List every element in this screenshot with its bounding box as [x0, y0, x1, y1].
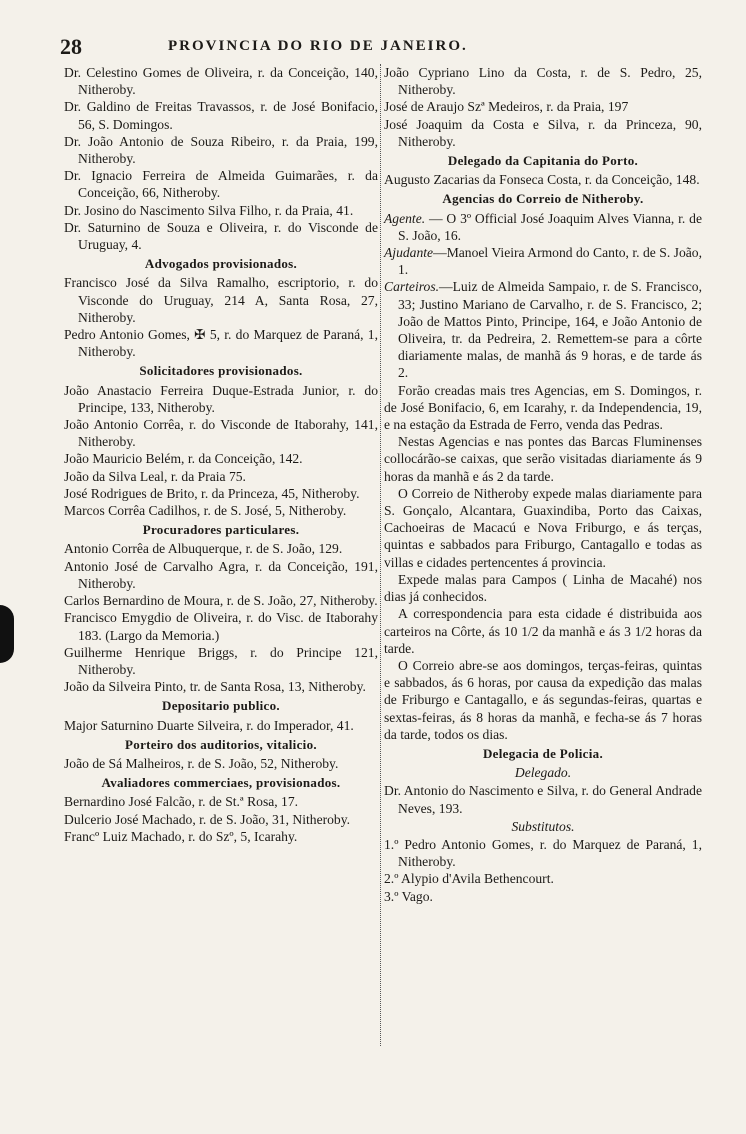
directory-entry: João da Silva Leal, r. da Praia 75. — [64, 468, 246, 484]
directory-entry: Dr. Josino do Nascimento Silva Filho, r. da Praia, 41. — [64, 202, 354, 218]
directory-entry: José de Araujo Szª Medeiros, r. da Praia, 197 — [384, 99, 629, 115]
directory-entry: Francisco Emygdio de Oliveira, r. do Visc. de Itaborahy 183. (Largo da Memoria.) — [64, 610, 378, 643]
agente-entry: Agente. — O 3º Official José Joaquim Alves Vianna, r. de S. João, 16. — [384, 210, 702, 243]
directory-entry: Francisco José da Silva Ramalho, escriptorio, r. do Visconde do Uruguay, 214 A, Santa Rosa, 27, Nitheroby. — [64, 275, 378, 325]
right-column — [384, 64, 702, 905]
section-heading: Agencias do Correio de Nitheroby. — [442, 191, 644, 207]
directory-entry: Antonio Corrêa de Albuquerque, r. de S. João, 129. — [64, 541, 343, 557]
carteiros-entry: Carteiros.—Luiz de Almeida Sampaio, r. de S. Francisco, 33; Justino Mariano de Carvalho, r. de S. Francisco, 2; João de Mattos Pinto, Principe, 164, e João Antonio de Oliveira, tr. da Pedreira, 2. Remettem-se para a côrte diariamente malas, de manhã ás 9 horas, e de tarde ás 2. — [384, 279, 702, 381]
directory-entry: Antonio José de Carvalho Agra, r. da Conceição, 191, Nitheroby. — [64, 558, 378, 591]
directory-entry: João Mauricio Belém, r. da Conceição, 142. — [64, 451, 303, 467]
directory-entry: João Antonio Corrêa, r. do Visconde de Itaborahy, 141, Nitheroby. — [64, 417, 378, 450]
directory-entry: Dulcerio José Machado, r. de S. João, 31, Nitheroby. — [64, 811, 351, 827]
directory-entry: 1.º Pedro Antonio Gomes, r. do Marquez de Paraná, 1, Nitheroby. — [384, 836, 702, 870]
directory-entry: João da Silveira Pinto, tr. de Santa Rosa, 13, Nitheroby. — [64, 679, 366, 695]
directory-entry: Major Saturnino Duarte Silveira, r. do Imperador, 41. — [64, 717, 354, 733]
directory-entry: João de Sá Malheiros, r. de S. João, 52, Nitheroby. — [64, 755, 339, 771]
directory-entry: João Anastacio Ferreira Duque-Estrada Junior, r. do Principe, 133, Nitheroby. — [64, 382, 378, 415]
left-column — [64, 64, 378, 845]
page-header — [60, 34, 710, 59]
section-heading: Porteiro dos auditorios, vitalicio. — [125, 736, 317, 752]
directory-entry: Dr. João Antonio de Souza Ribeiro, r. da Praia, 199, Nitheroby. — [64, 133, 378, 167]
directory-entry: Bernardino José Falcão, r. de St.ª Rosa, 17. — [64, 794, 299, 810]
paragraph: Expede malas para Campos ( Linha de Macahé) nos dias já conhecidos. — [384, 571, 702, 605]
paragraph: Nestas Agencias e nas pontes das Barcas Fluminenses collocárão-se caixas, que serão visitadas diariamente ás 9 horas da manhã e ás 2 da tarde. — [384, 434, 702, 484]
paragraph: A correspondencia para esta cidade é distribuida aos carteiros na Côrte, ás 10 1/2 da manhã e ás 3 1/2 horas da tarde. — [384, 606, 702, 656]
paragraph: Forão creadas mais tres Agencias, em S. Domingos, r. de José Bonifacio, 6, em Icarahy, r. da Independencia, 19, e na estação da Estrada de Ferro, venda das Pedras. — [384, 382, 702, 433]
directory-entry: 2.º Alypio d'Avila Bethencourt. — [384, 871, 554, 887]
section-heading: Solicitadores provisionados. — [139, 363, 303, 379]
directory-entry: João Cypriano Lino da Costa, r. de S. Pedro, 25, Nitheroby. — [384, 65, 702, 98]
subheading: Substitutos. — [511, 818, 575, 834]
page-number: 28 — [60, 34, 82, 59]
section-heading: Advogados provisionados. — [144, 256, 298, 272]
directory-entry: Guilherme Henrique Briggs, r. do Principe 121, Nitheroby. — [64, 644, 378, 677]
directory-entry: José Rodrigues de Brito, r. da Princeza, 45, Nitheroby. — [64, 485, 360, 501]
directory-entry: José Joaquim da Costa e Silva, r. da Princeza, 90, Nitheroby. — [384, 116, 702, 149]
directory-entry: Marcos Corrêa Cadilhos, r. de S. José, 5, Nitheroby. — [64, 503, 347, 519]
section-heading: Procuradores particulares. — [142, 522, 300, 538]
directory-entry: Augusto Zacarias da Fonseca Costa, r. da Conceição, 148. — [384, 172, 700, 188]
directory-entry: 3.º Vago. — [384, 888, 433, 904]
directory-entry: Dr. Saturnino de Souza e Oliveira, r. do Visconde de Uruguay, 4. — [64, 219, 378, 253]
directory-entry: Pedro Antonio Gomes, ✠ 5, r. do Marquez de Paraná, 1, Nitheroby. — [64, 327, 378, 360]
directory-entry: Dr. Ignacio Ferreira de Almeida Guimarães, r. da Conceição, 66, Nitheroby. — [64, 168, 378, 201]
directory-entry: Dr. Antonio do Nascimento e Silva, r. do General Andrade Neves, 193. — [384, 783, 702, 816]
section-heading: Depositario publico. — [162, 698, 280, 714]
directory-entry: Francº Luiz Machado, r. do Szº, 5, Icarahy. — [64, 828, 298, 844]
section-heading: Avaliadores commerciaes, provisionados. — [101, 775, 341, 791]
paragraph: O Correio abre-se aos domingos, terças-feiras, quintas e sabbados, ás 6 horas, por causa da expedição das malas de Friburgo e Cantagallo, e ás segundas-feiras, quartas e sextas-feiras, ás 8 horas da manhã, e fecha-se ás 7 horas da tarde, todos os dias. — [384, 657, 702, 742]
directory-entry: Dr. Galdino de Freitas Travassos, r. de José Bonifacio, 56, S. Domingos. — [64, 99, 378, 132]
section-heading: Delegacia de Policia. — [482, 745, 604, 761]
directory-entry: Carlos Bernardino de Moura, r. de S. João, 27, Nitheroby. — [64, 593, 378, 609]
page-edge-stain — [0, 605, 14, 663]
column-divider — [380, 64, 382, 1046]
subheading: Delegado. — [514, 765, 572, 781]
page-title: PROVINCIA DO RIO DE JANEIRO. — [168, 38, 468, 54]
paragraph: O Correio de Nitheroby expede malas diariamente para S. Gonçalo, Alcantara, Guaxindiba, Porto das Caixas, Cachoeiras de Macacú e Nova Friburgo, e ás terças, quintas e sabbados para Friburgo, Cantagallo e todas as villas e cidades pertencentes á provincia. — [384, 485, 702, 570]
ajudante-entry: Ajudante—Manoel Vieira Armond do Canto, r. de S. João, 1. — [384, 245, 702, 278]
directory-entry: Dr. Celestino Gomes de Oliveira, r. da Conceição, 140, Nitheroby. — [64, 65, 378, 98]
section-heading: Delegado da Capitania do Porto. — [447, 153, 639, 169]
